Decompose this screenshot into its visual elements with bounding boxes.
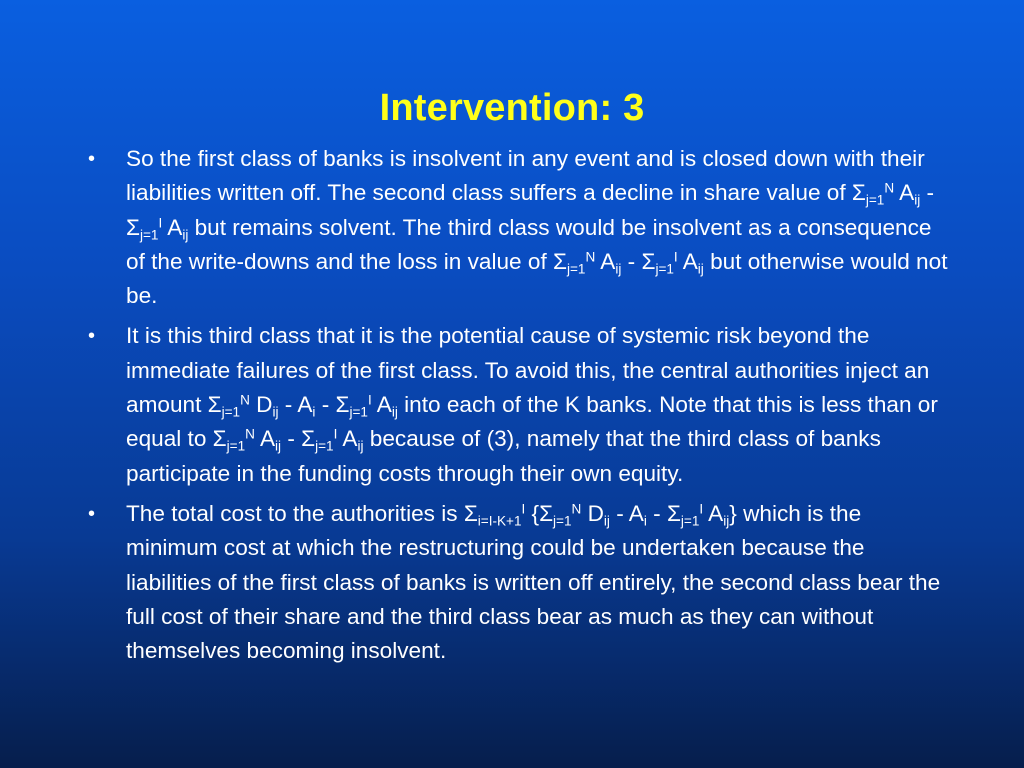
subscript: j=1 <box>553 513 572 529</box>
subscript: j=1 <box>680 513 700 529</box>
subscript: i=I-K+1 <box>477 513 522 529</box>
bullet-text <box>126 501 940 663</box>
text-segment: - Σ <box>621 248 656 274</box>
subscript: j=1 <box>315 439 334 455</box>
text-segment: - Σ <box>315 392 350 418</box>
subscript: ij <box>603 513 610 529</box>
subscript: j=1 <box>566 261 586 277</box>
subscript: j=1 <box>226 439 246 455</box>
text-segment: A <box>337 426 358 452</box>
text-segment: A <box>894 180 915 206</box>
text-segment: A <box>371 392 392 418</box>
subscript: ij <box>357 439 364 455</box>
text-segment: A <box>703 500 724 526</box>
text-segment: The total cost to the authorities is Σ <box>126 500 478 526</box>
text-segment: but otherwise would not be. <box>126 248 948 309</box>
bullet-dot-icon: • <box>88 502 96 525</box>
slide-title: Intervention: 3 <box>379 87 645 129</box>
text-segment: - Σ <box>646 500 681 526</box>
text-segment: It is this third class that it is the potential cause of systemic risk beyond the immediate failures of the first class. To avoid this, the central authorities inject an amount Σ <box>126 323 930 418</box>
subscript: ij <box>391 404 398 420</box>
text-segment: because of (3), namely that the third class of banks participate in the funding costs through their own equity. <box>126 426 881 486</box>
superscript: N <box>245 426 255 442</box>
subscript: i <box>312 404 316 420</box>
bullet-item <box>86 142 956 313</box>
subscript: ij <box>275 439 282 455</box>
subscript: ij <box>697 261 704 277</box>
text-segment: - A <box>609 500 644 526</box>
superscript: I <box>521 501 526 517</box>
text-segment: A <box>595 248 616 274</box>
bullet-dot-icon: • <box>88 325 96 348</box>
subscript: ij <box>272 404 279 420</box>
bullet-text <box>126 323 938 485</box>
subscript: j=1 <box>655 261 674 277</box>
bullet-item <box>86 319 956 490</box>
text-segment: - Σ <box>126 180 935 240</box>
text-segment: A <box>254 426 276 452</box>
text-segment: - A <box>278 392 313 418</box>
text-segment: So the first class of banks is insolvent in any event and is closed down with their liabilities written off. The second class suffers a decline in share value of Σ <box>126 146 925 206</box>
text-segment: } which is the minimum cost at which the restructuring could be undertaken because the liabilities of the first class of banks is written off entirely, the second class bear the full cost of their share and the third class bear as much as they can without themselves becoming insolvent. <box>126 500 941 664</box>
text-segment: but remains solvent. The third class would be insolvent as a consequence of the write-downs and the loss in value of Σ <box>126 214 932 274</box>
bullet-item <box>86 497 956 668</box>
subscript: ij <box>615 261 622 277</box>
bullet-text <box>126 146 947 308</box>
superscript: I <box>673 249 678 265</box>
subscript: ij <box>182 227 189 243</box>
subscript: j=1 <box>139 227 159 243</box>
text-segment: {Σ <box>525 500 554 526</box>
subscript: j=1 <box>865 193 885 209</box>
superscript: I <box>367 392 372 408</box>
superscript: N <box>240 392 250 408</box>
text-segment: into each of the K banks. Note that this is less than or equal to Σ <box>126 392 938 452</box>
subscript: j=1 <box>221 404 241 420</box>
superscript: I <box>333 426 338 442</box>
superscript: I <box>699 501 704 517</box>
text-segment: D <box>581 500 604 526</box>
bullet-list <box>86 142 956 674</box>
subscript: j=1 <box>349 404 368 420</box>
subscript: i <box>643 513 647 529</box>
bullet-dot-icon: • <box>88 148 96 170</box>
superscript: N <box>585 249 596 265</box>
text-segment: A <box>162 214 183 240</box>
text-segment: A <box>677 248 698 274</box>
superscript: N <box>884 180 895 196</box>
subscript: ij <box>723 513 730 529</box>
superscript: N <box>571 501 582 517</box>
superscript: I <box>158 215 163 231</box>
text-segment: - Σ <box>281 426 316 452</box>
text-segment: D <box>249 392 273 418</box>
subscript: ij <box>914 193 921 209</box>
